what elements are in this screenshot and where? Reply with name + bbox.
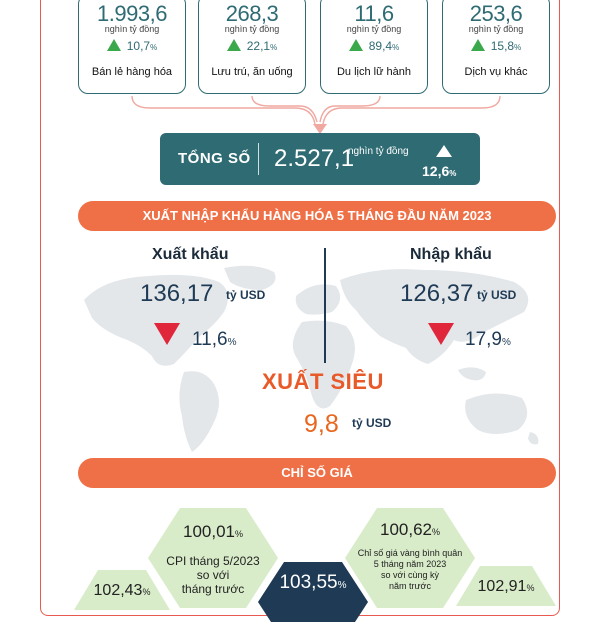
card-unit: nghìn tỷ đồng [346, 24, 402, 34]
up-arrow-icon [349, 39, 363, 51]
cpi-month-text: 100,01% CPI tháng 5/2023 so với tháng trước [148, 522, 278, 596]
card-change: 10,7% [79, 39, 185, 53]
gold-price-text: 100,62% Chỉ số giá vàng bình quân 5 tháng năm 2023 so với cùng kỳ năm trước [345, 520, 475, 592]
card-value: 11,6 [354, 1, 394, 26]
right-partial-text: 102,91% [477, 578, 535, 595]
total-value: 2.527,1 [274, 145, 355, 172]
right-partial-value: 102,91 [477, 578, 527, 595]
center-index-text: 103,55% [279, 572, 347, 593]
card-travel [320, 0, 428, 94]
surplus-title: XUẤT SIÊU [262, 369, 384, 394]
total-label: TỔNG SỐ [178, 150, 251, 167]
surplus-value: 9,8 [304, 410, 339, 438]
card-value: 253,6 [469, 1, 523, 26]
card-other-services [442, 0, 550, 94]
gold-line4: năm trước [389, 581, 431, 591]
total-unit: nghìn tỷ đồng [348, 146, 409, 157]
card-accommodation [198, 0, 306, 94]
card-value: 268,3 [225, 1, 279, 26]
up-arrow-icon [471, 39, 485, 51]
left-partial-value: 102,43 [93, 582, 143, 599]
card-label: Dịch vụ khác [464, 66, 528, 78]
cpi-month-line3: tháng trước [181, 582, 245, 596]
gold-line2: 5 tháng năm 2023 [373, 559, 447, 569]
export-unit: tỷ USD [226, 288, 266, 302]
import-unit: tỷ USD [477, 288, 517, 302]
total-change: 12,6% [422, 163, 457, 179]
total-summary [160, 133, 480, 185]
up-arrow-icon [107, 39, 121, 51]
export-title: Xuất khẩu [152, 246, 229, 263]
gold-value: 100,62 [379, 520, 432, 539]
card-unit: nghìn tỷ đồng [224, 24, 280, 34]
divider [258, 143, 259, 175]
export-change: 11,6% [192, 329, 237, 350]
cpi-month-value: 100,01 [182, 522, 235, 541]
up-arrow-icon [227, 39, 241, 51]
trade-divider [324, 248, 326, 363]
cpi-month-line1: CPI tháng 5/2023 [166, 554, 260, 568]
card-change: 22,1% [199, 39, 305, 53]
export-value: 136,17 [140, 280, 214, 307]
card-connector-lines [120, 94, 520, 136]
card-label: Lưu trú, ăn uống [211, 66, 293, 78]
card-unit: nghìn tỷ đồng [104, 24, 160, 34]
card-value: 1.993,6 [97, 1, 167, 26]
center-value: 103,55 [279, 572, 338, 593]
card-label: Du lịch lữ hành [336, 66, 411, 78]
trade-banner: XUẤT NHẬP KHẨU HÀNG HÓA 5 THÁNG ĐẦU NĂM 2023 [78, 201, 556, 231]
card-unit: nghìn tỷ đồng [468, 24, 524, 34]
import-title: Nhập khẩu [410, 246, 492, 263]
import-value: 126,37 [400, 280, 474, 307]
card-label: Bán lẻ hàng hóa [91, 66, 173, 78]
price-index-banner: CHỈ SỐ GIÁ [78, 458, 556, 488]
down-arrow-icon [428, 323, 454, 345]
cpi-month-line2: so với [196, 568, 230, 582]
card-retail-goods [78, 0, 186, 94]
gold-line1: Chỉ số giá vàng bình quân [357, 548, 463, 558]
up-arrow-icon [436, 145, 452, 157]
left-partial-text: 102,43% [93, 582, 151, 599]
card-change: 89,4% [321, 39, 427, 53]
surplus-unit: tỷ USD [352, 416, 392, 430]
card-change: 15,8% [443, 39, 549, 53]
down-arrow-icon [154, 323, 180, 345]
import-change: 17,9% [465, 329, 511, 350]
gold-line3: so với cùng kỳ [381, 570, 439, 580]
